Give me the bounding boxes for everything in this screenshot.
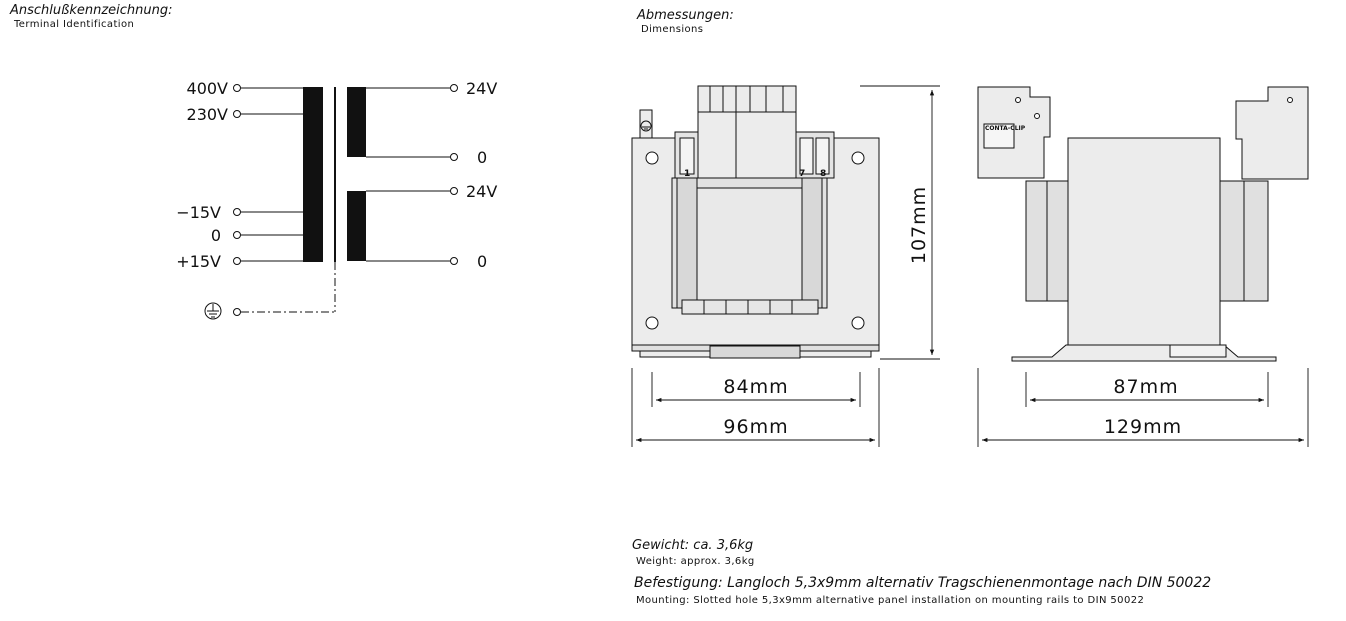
dim-front-inner: 84mm [723,376,789,398]
dim-height: 107mm [908,185,930,265]
mounting-en: Mounting: Slotted hole 5,3x9mm alternative panel installation on mounting rails to DIN 50022 [636,595,1145,606]
terminal-0-primary [234,232,241,239]
terminal-title-en: Terminal Identification [14,19,135,30]
label-400v: 400V [186,79,228,98]
label-24v-1: 24V [466,79,498,98]
label-0-sec-2: 0 [477,252,488,271]
terminal-plus15v [234,258,241,265]
weight-de: Gewicht: ca. 3,6kg [632,538,754,553]
dim-side-inner: 87mm [1113,376,1179,398]
clip-label: CONTA-CLIP [985,125,1026,132]
dimensions-title-en: Dimensions [641,24,704,35]
label-24v-2: 24V [466,182,498,201]
terminal-230v [234,111,241,118]
mounting-de: Befestigung: Langloch 5,3x9mm alternativ Tragschienenmontage nach DIN 50022 [634,575,1212,591]
secondary-winding-1 [347,87,366,157]
dim-side-outer: 129mm [1103,416,1183,438]
label-230v: 230V [186,105,228,124]
terminal-0-sec-2 [451,258,458,265]
secondary-winding-2 [347,191,366,261]
primary-winding [303,87,323,262]
terminal-num-7: 7 [799,169,806,179]
front-view [632,86,879,358]
label-plus15v: +15V [176,252,221,271]
terminal-minus15v [234,209,241,216]
schematic-diagram [205,85,458,320]
schematic-labels [176,79,497,271]
ground-icon [205,303,221,319]
terminal-num-1: 1 [684,169,691,179]
terminal-title-de: Anschlußkennzeichnung: [10,3,173,18]
side-view [978,87,1308,361]
weight-en: Weight: approx. 3,6kg [636,556,755,567]
dimensions-title-de: Abmessungen: [637,8,734,23]
terminal-24v-1 [451,85,458,92]
dim-front-outer: 96mm [723,416,789,438]
terminal-num-8: 8 [820,169,827,179]
terminal-24v-2 [451,188,458,195]
label-0-sec-1: 0 [477,148,488,167]
label-0-primary: 0 [210,226,221,245]
terminal-0-sec-1 [451,154,458,161]
label-minus15v: −15V [176,203,221,222]
terminal-400v [234,85,241,92]
